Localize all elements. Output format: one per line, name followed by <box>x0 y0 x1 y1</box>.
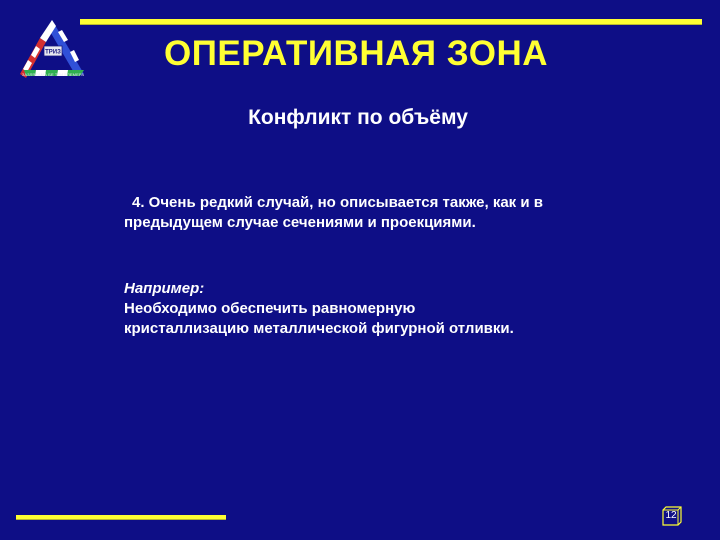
logo-badge-text: ТРИЗ <box>45 49 61 56</box>
bottom-divider <box>16 515 226 520</box>
paragraph-1-line-1: 4. Очень редкий случай, но описывается также, как и в <box>132 194 543 211</box>
logo-caption: ЗАЗЛЯЕАМА БЕ ТРИ ЕЛЕМЕРА <box>21 72 85 77</box>
slide-subtitle: Конфликт по объёму <box>248 106 468 129</box>
slide-title: ОПЕРАТИВНАЯ ЗОНА <box>163 34 548 73</box>
paragraph-2-line-1: Необходимо обеспечить равномерную <box>124 300 416 317</box>
top-divider <box>80 19 702 25</box>
paragraph-1 <box>124 193 664 233</box>
paragraph-2 <box>124 299 664 339</box>
page-number: 12 <box>665 510 677 521</box>
example-label: Например: <box>124 280 205 297</box>
paragraph-2-line-2: кристаллизацию металлической фигурной отливки. <box>124 320 514 337</box>
paragraph-1-line-2: предыдущем случае сечениями и проекциями. <box>124 214 476 231</box>
